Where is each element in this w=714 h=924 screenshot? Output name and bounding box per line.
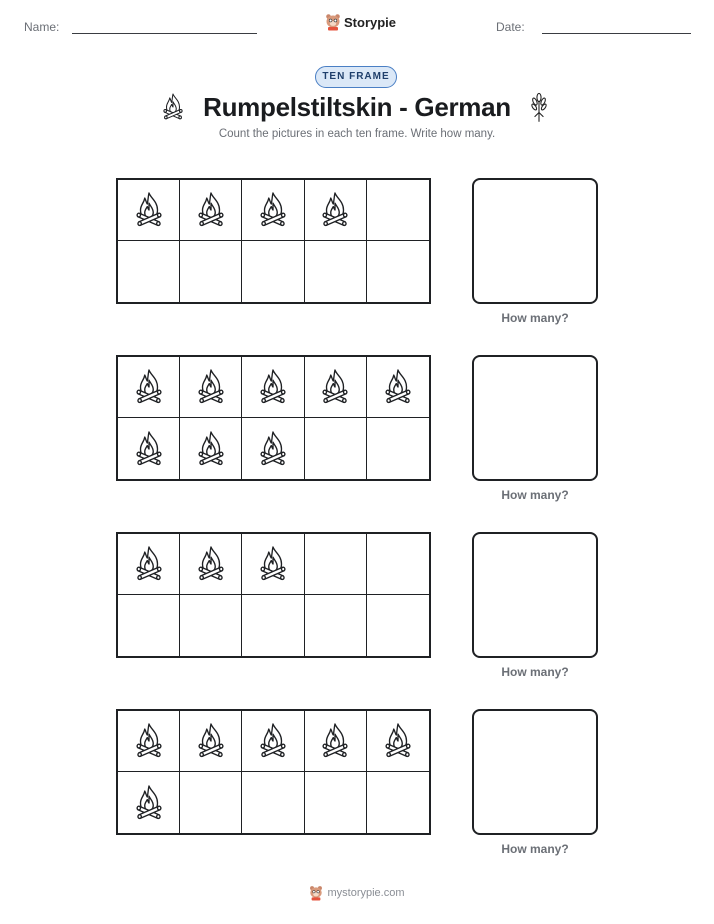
- campfire-icon: [256, 545, 290, 583]
- ten-frame-cell: [118, 241, 180, 302]
- answer-box-2[interactable]: [472, 355, 598, 481]
- ten-frame-cell: [180, 595, 242, 656]
- date-line[interactable]: [542, 33, 691, 34]
- answer-box-3[interactable]: [472, 532, 598, 658]
- ten-frame-cell: [367, 772, 429, 833]
- ten-frame-cell: [367, 180, 429, 241]
- ten-frame-cell: [242, 595, 304, 656]
- ten-frame-cell: [242, 180, 304, 241]
- campfire-icon: [132, 191, 166, 229]
- ten-frame-cell: [242, 241, 304, 302]
- instructions: Count the pictures in each ten frame. Write how many.: [218, 128, 496, 140]
- ten-frame-cell: [118, 418, 180, 479]
- ten-frame-cell: [242, 418, 304, 479]
- ten-frame-cell: [180, 180, 242, 241]
- campfire-icon: [318, 368, 352, 406]
- ten-frame-cell: [367, 357, 429, 418]
- how-many-label: How many?: [501, 311, 569, 325]
- ten-frame-cell: [180, 241, 242, 302]
- ten-frame-cell: [367, 711, 429, 772]
- ten-frame-cell: [180, 357, 242, 418]
- ten-frame-cell: [118, 772, 180, 833]
- brand-name: Storypie: [344, 14, 397, 30]
- ten-frame-cell: [367, 534, 429, 595]
- ten-frame-cell: [118, 180, 180, 241]
- ten-frame-cell: [118, 357, 180, 418]
- ten-frame-cell: [118, 711, 180, 772]
- date-label: Date:: [496, 20, 525, 34]
- footer: [0, 885, 714, 901]
- ten-frame-cell: [305, 418, 367, 479]
- campfire-icon: [132, 545, 166, 583]
- ten-frame-3: [116, 532, 431, 658]
- campfire-icon: [318, 722, 352, 760]
- ten-frame-cell: [305, 595, 367, 656]
- ten-frame-cell: [367, 418, 429, 479]
- campfire-icon: [132, 368, 166, 406]
- campfire-icon: [381, 722, 415, 760]
- ten-frame-4: [116, 709, 431, 835]
- campfire-icon: [132, 430, 166, 468]
- how-many-label: How many?: [501, 842, 569, 856]
- brand-logo: [325, 13, 396, 31]
- campfire-icon: [256, 368, 290, 406]
- ten-frame-cell: [242, 357, 304, 418]
- campfire-icon: [256, 722, 290, 760]
- ten-frame-cell: [180, 772, 242, 833]
- campfire-icon: [194, 545, 228, 583]
- ten-frame-cell: [305, 711, 367, 772]
- ten-frame-cell: [180, 534, 242, 595]
- campfire-icon: [381, 368, 415, 406]
- storypie-mascot-icon: [309, 885, 323, 901]
- campfire-icon: [318, 191, 352, 229]
- ten-frame-cell: [305, 180, 367, 241]
- ten-frame-cell: [118, 534, 180, 595]
- ten-frame-cell: [180, 418, 242, 479]
- answer-box-1[interactable]: [472, 178, 598, 304]
- campfire-icon: [132, 784, 166, 822]
- page-title: Rumpelstiltskin - German: [203, 92, 511, 122]
- campfire-icon: [194, 722, 228, 760]
- how-many-label: How many?: [501, 488, 569, 502]
- campfire-icon: [194, 191, 228, 229]
- name-line[interactable]: [72, 33, 257, 34]
- worksheet-type-badge: TEN FRAME: [315, 66, 397, 88]
- wheat-icon: [528, 92, 550, 122]
- ten-frame-cell: [180, 711, 242, 772]
- storypie-mascot-icon: [325, 13, 341, 31]
- ten-frame-cell: [367, 241, 429, 302]
- campfire-icon: [194, 430, 228, 468]
- ten-frame-cell: [305, 772, 367, 833]
- ten-frame-cell: [118, 595, 180, 656]
- ten-frame-cell: [305, 241, 367, 302]
- ten-frame-1: [116, 178, 431, 304]
- name-label: Name:: [24, 20, 60, 34]
- ten-frame-cell: [305, 534, 367, 595]
- ten-frame-2: [116, 355, 431, 481]
- ten-frame-cell: [305, 357, 367, 418]
- campfire-icon: [132, 722, 166, 760]
- campfire-icon: [256, 191, 290, 229]
- ten-frame-cell: [242, 534, 304, 595]
- footer-url: mystorypie.com: [327, 887, 405, 899]
- how-many-label: How many?: [501, 665, 569, 679]
- ten-frame-cell: [242, 711, 304, 772]
- campfire-icon: [194, 368, 228, 406]
- campfire-icon: [256, 430, 290, 468]
- ten-frame-cell: [367, 595, 429, 656]
- ten-frame-cell: [242, 772, 304, 833]
- answer-box-4[interactable]: [472, 709, 598, 835]
